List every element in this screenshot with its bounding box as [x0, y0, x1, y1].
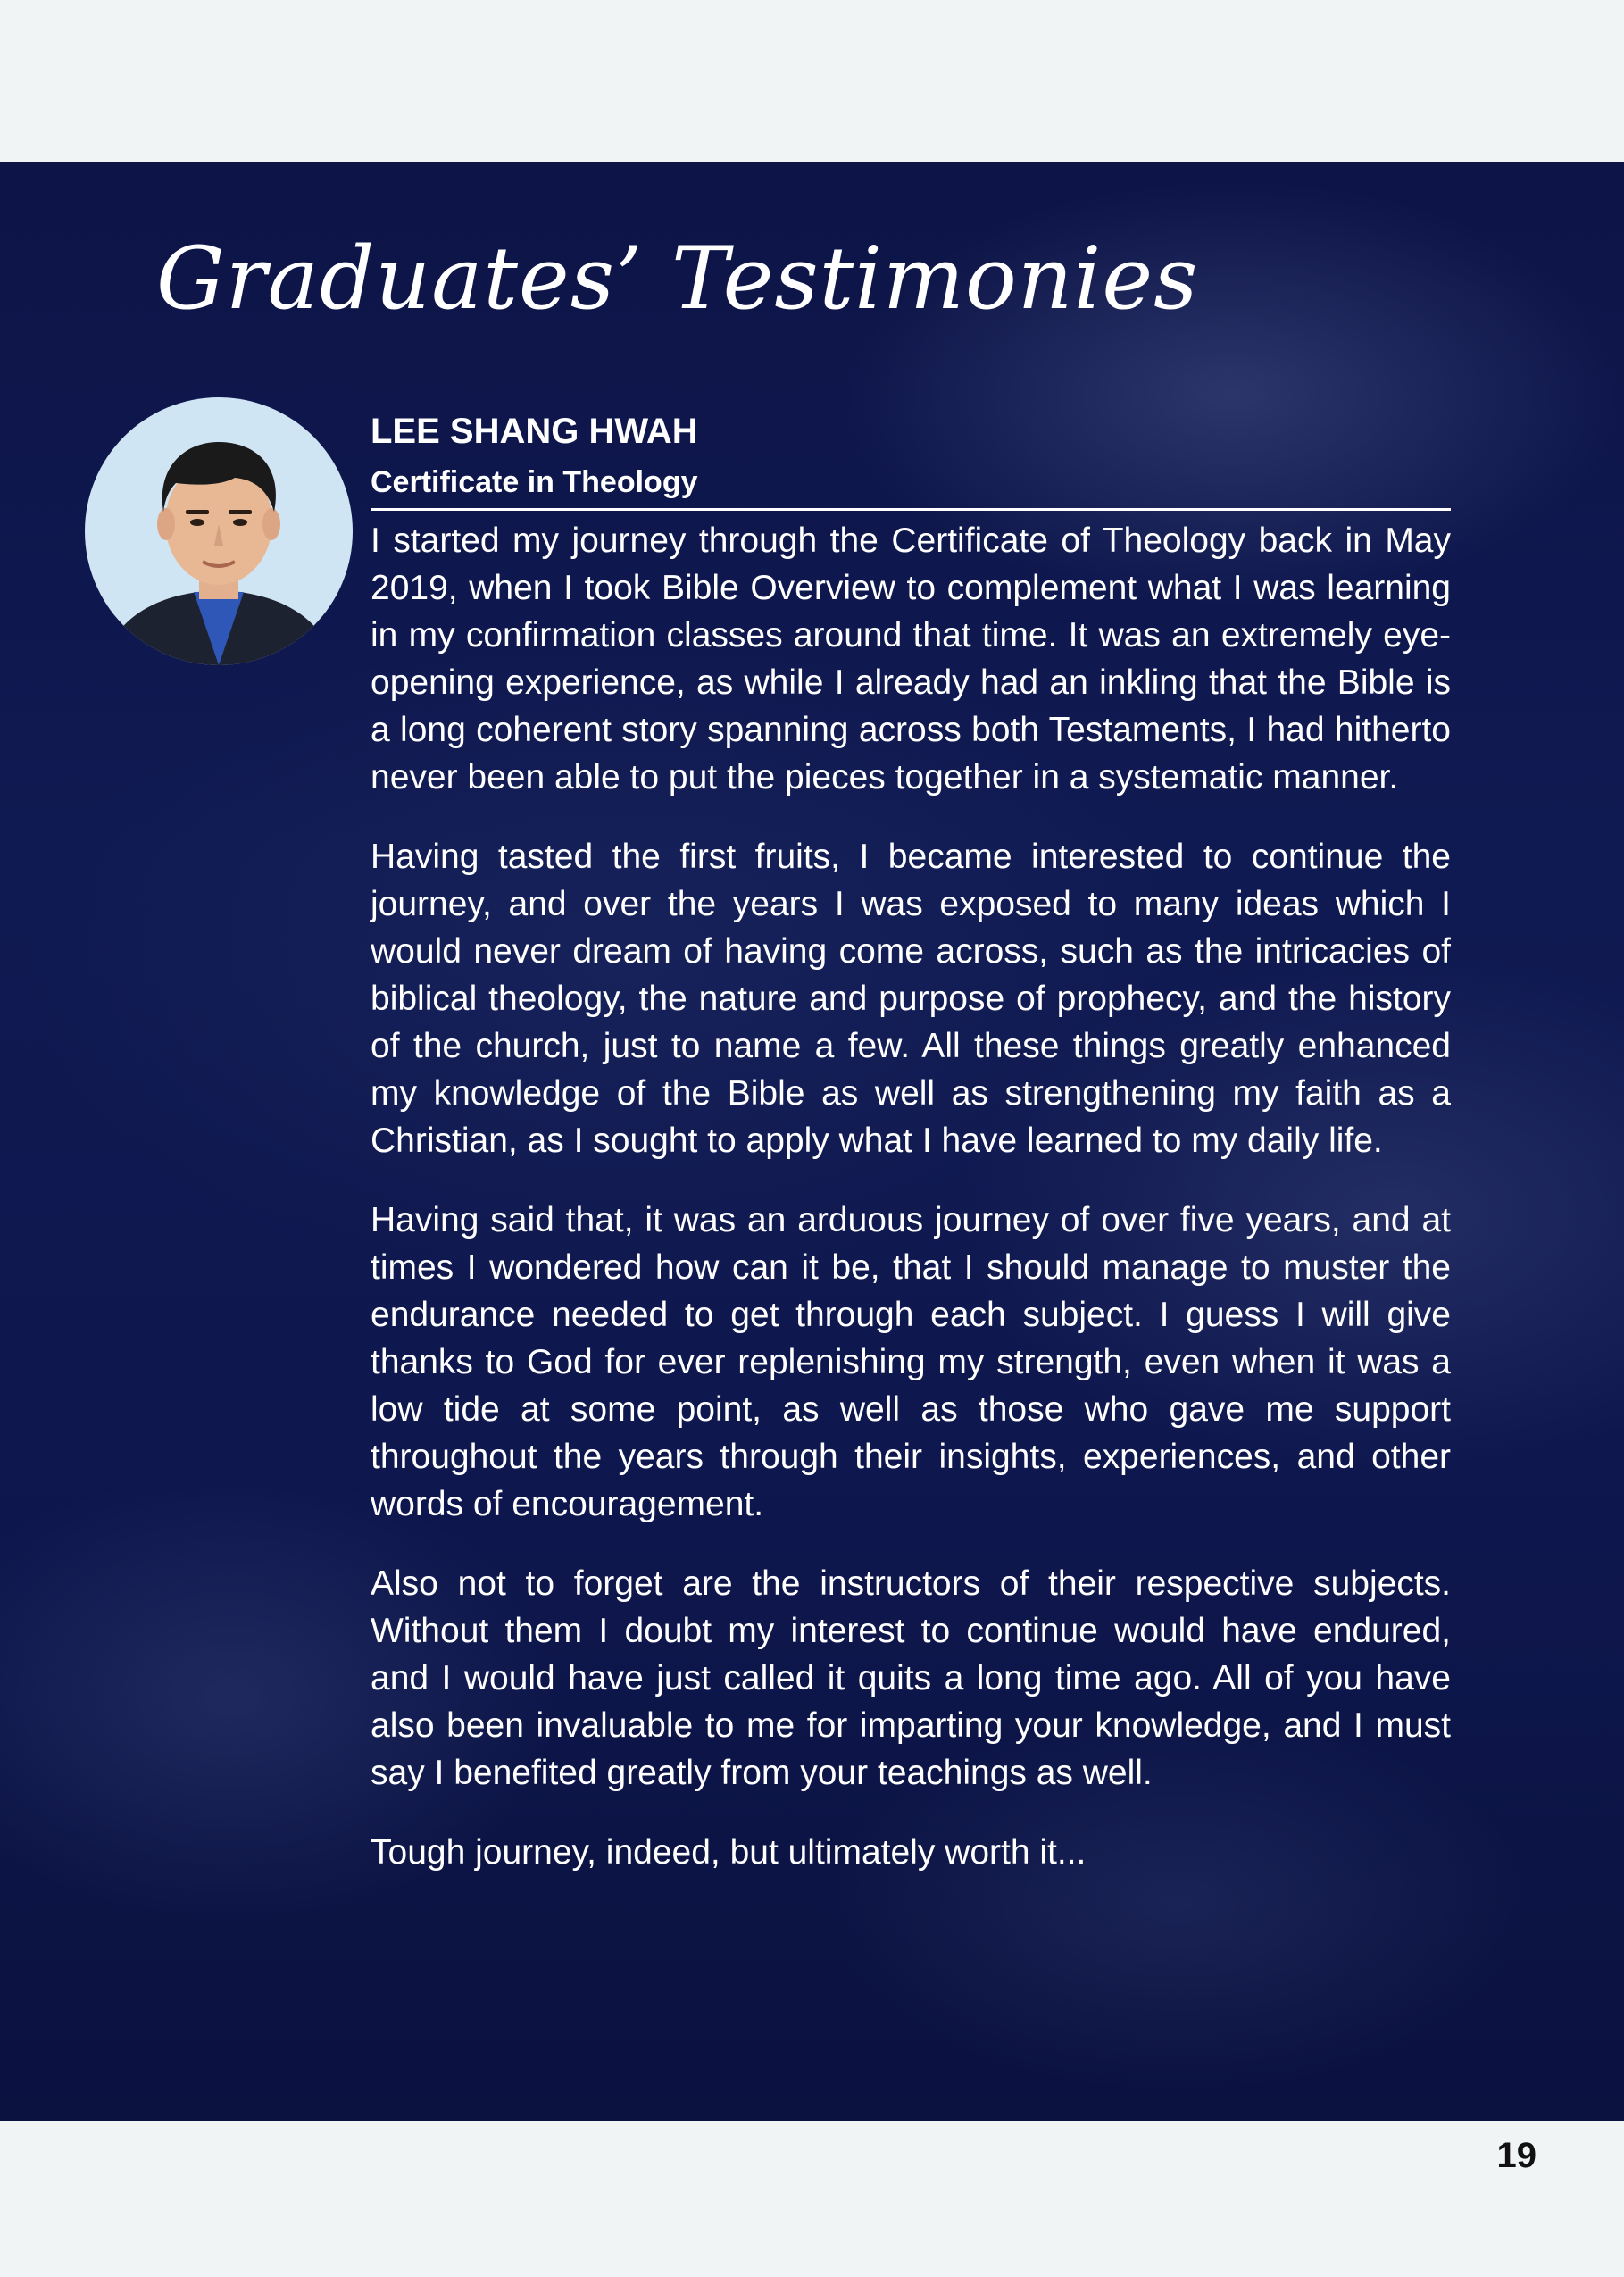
testimony-paragraph: Having said that, it was an arduous journey of over five years, and at times I wondered how can it be, that I should manage to muster the endurance needed to get through each subject. I guess I will give thanks to God for ever replenishing my strength, even when it was a low tide at some point, as well as those who gave me support throughout the years through their insights, experiences, and other words of encouragement. [371, 1201, 1451, 1523]
section-heading: Graduates’ Testimonies [156, 229, 1199, 329]
graduate-photo [85, 397, 353, 665]
title-underline [371, 508, 1451, 511]
graduate-portrait-image [85, 397, 353, 665]
testimony-paragraph: Tough journey, indeed, but ultimately worth it... [371, 1833, 1087, 1872]
testimony-paragraph: I started my journey through the Certificate of Theology back in May 2019, when I took Bible Overview to complement what I was learning in my confirmation classes around that time. It was an extremely eye-opening experience, as while I already had an inkling that the Bible is a long coherent story spanning across both Testaments, I had hitherto never been able to put the pieces together in a systematic manner. [371, 521, 1451, 797]
testimony-paragraph: Having tasted the first fruits, I became interested to continue the journey, and over the years I was exposed to many ideas which I would never dream of having come across, such as the intricacies of biblical theology, the nature and purpose of prophecy, and the history of the church, just to name a few. All these things greatly enhanced my knowledge of the Bible as well as strengthening my faith as a Christian, as I sought to apply what I have learned to my daily life. [371, 838, 1451, 1160]
testimony-body [371, 517, 1451, 1908]
testimony-paragraph: Also not to forget are the instructors of their respective subjects. Without them I doubt my interest to continue would have endured, and I would have just called it quits a long time ago. All of you have also been invaluable to me for imparting your knowledge, and I must say I benefited greatly from your teachings as well. [371, 1564, 1451, 1792]
graduate-program: Certificate in Theology [371, 465, 698, 499]
page-number: 19 [1496, 2136, 1537, 2175]
testimony-panel [0, 162, 1624, 2121]
graduate-name: LEE SHANG HWAH [371, 412, 698, 451]
